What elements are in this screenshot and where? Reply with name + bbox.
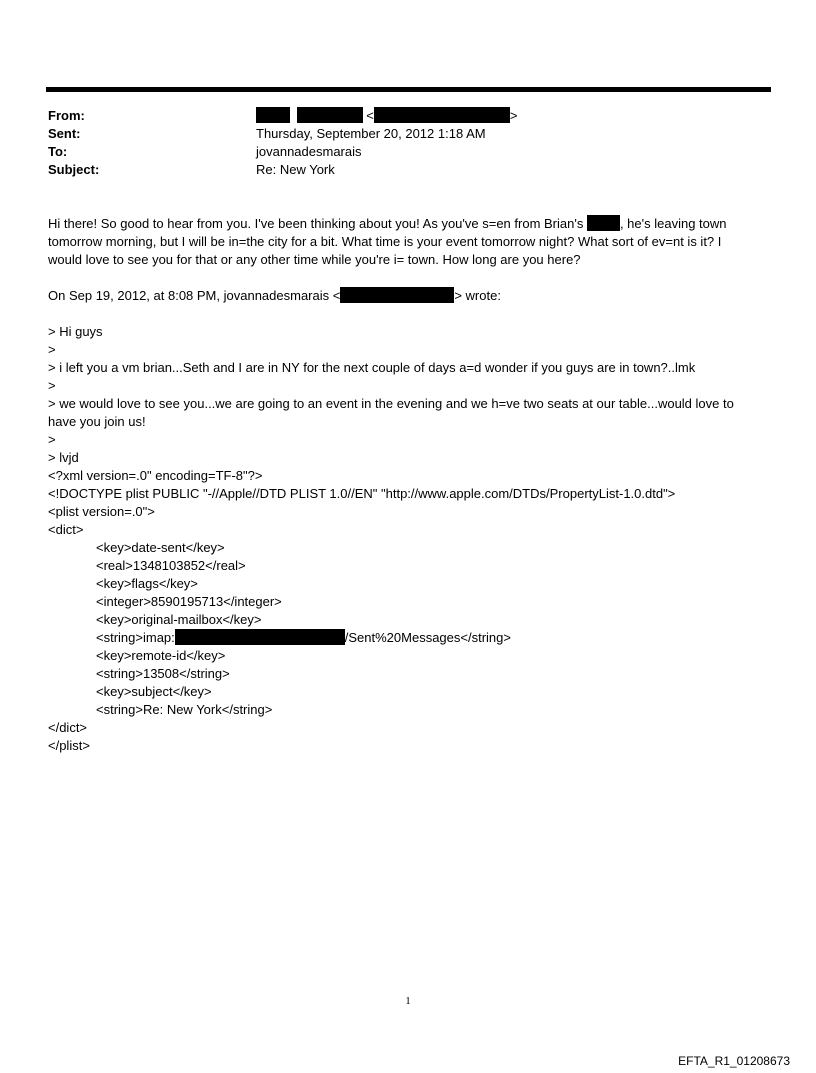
plist-line: <!DOCTYPE plist PUBLIC "-//Apple//DTD PLIST 1.0//EN" "http://www.apple.com/DTDs/PropertyList-1.0.dtd"> xyxy=(48,486,676,501)
from-label: From: xyxy=(48,108,85,123)
redaction-block xyxy=(297,107,363,123)
redaction-block xyxy=(340,287,454,303)
page-number: 1 xyxy=(405,995,411,1007)
plist-line: <key>remote-id</key> xyxy=(96,648,226,663)
plist-line: <key>original-mailbox</key> xyxy=(96,612,262,627)
subject-label: Subject: xyxy=(48,162,100,177)
from-row xyxy=(48,107,768,125)
message-body xyxy=(48,215,770,269)
plist-line: <dict> xyxy=(48,522,84,537)
quote-intro-text: On Sep 19, 2012, at 8:08 PM, jovannadesmarais < xyxy=(48,288,341,303)
from-email-open: < xyxy=(366,108,374,123)
body-text: , he's leaving town xyxy=(619,216,727,231)
plist-line: <real>1348103852</real> xyxy=(96,558,246,573)
header-rule xyxy=(46,87,771,92)
quote-intro xyxy=(48,287,770,305)
to-label: To: xyxy=(48,144,68,159)
quoted-message xyxy=(48,323,770,755)
document-id: EFTA_R1_01208673 xyxy=(678,1054,790,1068)
quoted-line: > xyxy=(48,342,56,357)
plist-line: <string>13508</string> xyxy=(96,666,230,681)
plist-line: </dict> xyxy=(48,720,88,735)
quoted-line: > lvjd xyxy=(48,450,79,465)
redaction-block xyxy=(587,215,620,231)
quoted-line: > we would love to see you...we are going to an event in the evening and we h=ve two seats at our table...would love to xyxy=(48,396,734,411)
quote-intro-text: > wrote: xyxy=(454,288,501,303)
quoted-line: > i left you a vm brian...Seth and I are in NY for the next couple of days a=d wonder if you guys are in town?..lmk xyxy=(48,360,696,375)
body-line: would love to see you for that or any other time while you're i= town. How long are you here? xyxy=(48,252,581,267)
plist-text: /Sent%20Messages</string> xyxy=(344,630,511,645)
quoted-line: > xyxy=(48,378,56,393)
body-text: Hi there! So good to hear from you. I've been thinking about you! As you've s=en from Brian's xyxy=(48,216,587,231)
plist-line: <key>date-sent</key> xyxy=(96,540,225,555)
body-line: tomorrow morning, but I will be in=the city for a bit. What time is your event tomorrow night? What sort of ev=nt is it? I xyxy=(48,234,722,249)
quoted-line: have you join us! xyxy=(48,414,146,429)
to-value: jovannadesmarais xyxy=(256,144,362,159)
plist-line: <?xml version=.0" encoding=TF-8"?> xyxy=(48,468,263,483)
plist-line: <plist version=.0"> xyxy=(48,504,155,519)
sent-label: Sent: xyxy=(48,126,81,141)
plist-line: <key>subject</key> xyxy=(96,684,212,699)
plist-line: <string>Re: New York</string> xyxy=(96,702,273,717)
redaction-block xyxy=(256,107,290,123)
to-row xyxy=(48,143,768,161)
plist-line: <integer>8590195713</integer> xyxy=(96,594,282,609)
quoted-line: > xyxy=(48,432,56,447)
sent-value: Thursday, September 20, 2012 1:18 AM xyxy=(256,126,486,141)
sent-row xyxy=(48,125,768,143)
redaction-block xyxy=(374,107,510,123)
subject-row xyxy=(48,161,768,179)
from-email-close: > xyxy=(509,108,518,123)
plist-line: <key>flags</key> xyxy=(96,576,198,591)
redaction-block xyxy=(175,629,345,645)
quoted-line: > Hi guys xyxy=(48,324,103,339)
plist-text: <string>imap: xyxy=(96,630,175,645)
from-value xyxy=(256,107,517,125)
plist-line: </plist> xyxy=(48,738,90,753)
subject-value: Re: New York xyxy=(256,162,335,177)
plist-line xyxy=(48,629,770,647)
body-line xyxy=(48,215,770,233)
